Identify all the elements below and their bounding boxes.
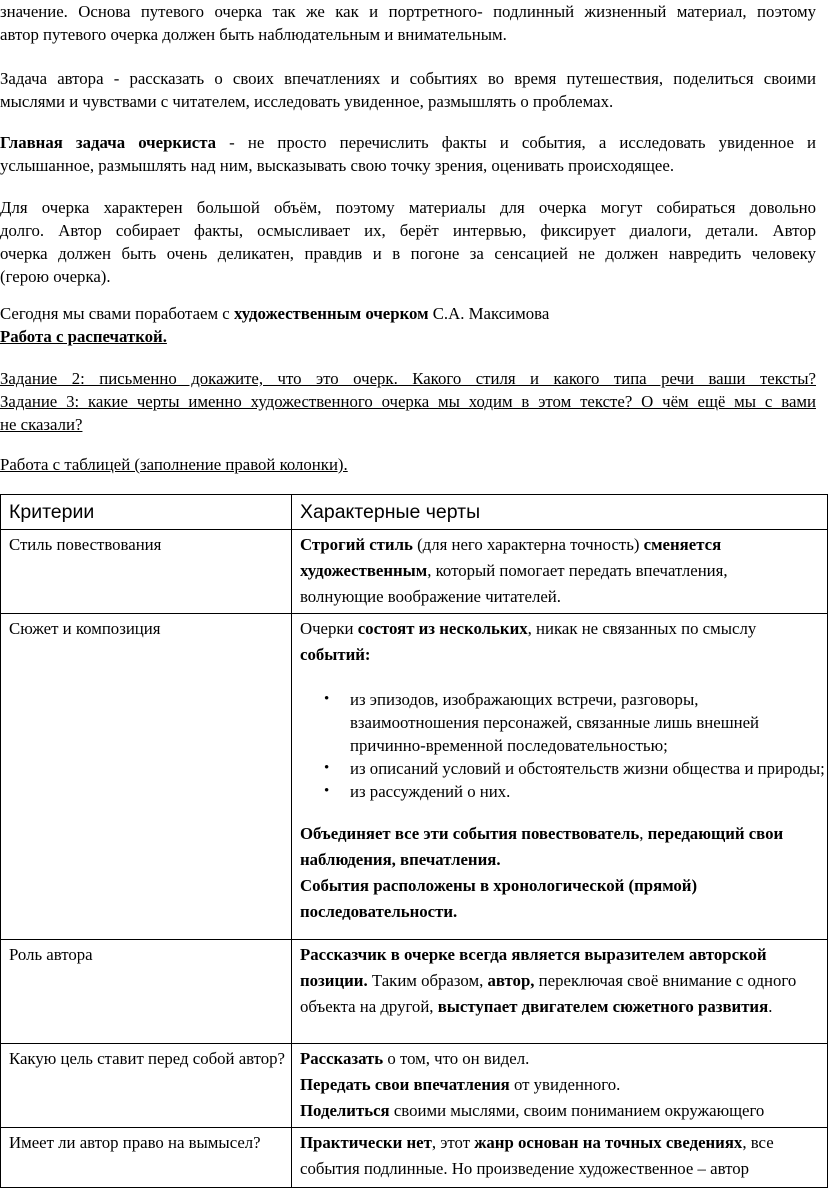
text-fragment: события подлинные. Но произведение художественное – автор: [300, 1159, 749, 1178]
feature-cell: [292, 614, 828, 940]
bold-fragment: выступает двигателем сюжетного развития: [437, 997, 769, 1016]
bold-fragment: События расположены в хронологической (прямой) последовательности.: [300, 876, 698, 921]
bold-fragment: Практически нет: [300, 1133, 432, 1152]
bold-fragment: художественным: [300, 561, 428, 580]
events-list: [300, 688, 827, 803]
author-name: С.А. Максимова: [428, 304, 550, 323]
text-fragment: Таким образом,: [367, 971, 488, 990]
text-line: Для очерка характерен большой объём, поэтому материалы для очерка могут собираться довольно: [0, 198, 816, 217]
text-line: значение. Основа путевого очерка так же как и портретного- подлинный жизненный материал, поэтому: [0, 2, 816, 21]
text-line: Задача автора - рассказать о своих впечатлениях и событиях во время путешествия, поделиться своими: [0, 69, 816, 88]
criterion-cell: Роль автора: [1, 940, 292, 1044]
criterion-cell: Имеет ли автор право на вымысел?: [1, 1128, 292, 1188]
feature-cell: [292, 1128, 828, 1188]
header-criteria: Критерии: [1, 495, 292, 530]
text-line: услышанное, размышлять над ним, высказывать свою точку зрения, оценивать происходящее.: [0, 156, 675, 175]
text-line: мыслями и чувствами с читателем, исследовать увиденное, размышлять о проблемах.: [0, 92, 614, 111]
table-row: [1, 1128, 828, 1188]
bold-fragment: Объединяет все эти события повествователь: [300, 824, 640, 843]
table-header-row: [1, 495, 828, 530]
paragraph-table-task: [0, 453, 816, 476]
text-line: долго. Автор собирает факты, осмысливает их, берёт интервью, фиксирует диалоги, детали. Автор: [0, 221, 816, 240]
table-row: [1, 1044, 828, 1128]
text-line: [0, 302, 816, 325]
bold-fragment: состоят из нескольких: [357, 619, 528, 638]
bold-fragment: передающий свои наблюдения, впечатления.: [300, 824, 784, 869]
text-fragment: переключая своё внимание с одного объекта на другой,: [300, 971, 797, 1016]
feature-cell: [292, 530, 828, 614]
criterion-cell: Стиль повествования: [1, 530, 292, 614]
task-3-cont: не сказали?: [0, 415, 83, 434]
bold-fragment: Поделиться: [300, 1101, 390, 1120]
paragraph-today: [0, 302, 816, 348]
text-fragment: (для него характерна точность): [412, 535, 644, 554]
bold-fragment: Рассказать: [300, 1049, 384, 1068]
work-title: [0, 325, 816, 348]
feature-cell: [292, 940, 828, 1044]
task-3: Задание 3: какие черты именно художественного очерка мы ходим в этом тексте? О чём ещё мы с вами: [0, 392, 816, 411]
criterion-cell: Сюжет и композиция: [1, 614, 292, 940]
table-row: [1, 940, 828, 1044]
text-fragment: волнующие воображение читателей.: [300, 587, 561, 606]
bold-fragment: автор,: [487, 971, 535, 990]
text-line: автор путевого очерка должен быть наблюдательным и внимательным.: [0, 25, 507, 44]
text-fragment: , никак не связанных по смыслу: [527, 619, 757, 638]
bold-fragment: жанр основан на точных сведениях: [474, 1133, 743, 1152]
text-fragment: , этот: [431, 1133, 475, 1152]
paragraph-intro: [0, 0, 816, 46]
header-features: Характерные черты: [292, 495, 828, 530]
table-row: [1, 530, 828, 614]
task-2: Задание 2: письменно докажите, что это очерк. Какого стиля и какого типа речи ваши тексты?: [0, 369, 816, 388]
table-task: Работа с таблицей (заполнение правой колонки).: [0, 455, 348, 474]
text-line: [0, 131, 816, 154]
text-fragment: о том, что он видел.: [383, 1049, 530, 1068]
work-title-text: Работа с распечаткой.: [0, 327, 167, 346]
text-fragment: - не просто перечислить факты и события, а исследовать увиденное и: [216, 133, 817, 152]
text-line: очерка должен быть очень деликатен, правдив и в погоне за сенсацией не должен навредить человеку: [0, 244, 816, 263]
criterion-cell: Какую цель ставит перед собой автор?: [1, 1044, 292, 1128]
list-item: • из рассуждений о них.: [350, 780, 827, 803]
text-fragment: ,: [639, 824, 648, 843]
paragraph-main-task: [0, 131, 816, 177]
paragraph-tasks: [0, 367, 816, 436]
bold-fragment: сменяется: [643, 535, 722, 554]
paragraph-author-task: [0, 67, 816, 113]
genre-term: художественным очерком: [233, 304, 429, 323]
criteria-table: [0, 494, 828, 1188]
text-fragment: , все: [742, 1133, 774, 1152]
main-task-term: Главная задача очеркиста: [0, 133, 217, 152]
list-item: • из описаний условий и обстоятельств жизни общества и природы;: [350, 757, 827, 780]
feature-cell: [292, 1044, 828, 1128]
text-fragment: Сегодня мы свами поработаем с: [0, 304, 234, 323]
table-row: [1, 614, 828, 940]
text-fragment: Очерки: [300, 619, 358, 638]
paragraph-volume: [0, 196, 816, 288]
text-fragment: .: [768, 997, 773, 1016]
text-line: (герою очерка).: [0, 267, 111, 286]
text-fragment: от увиденного.: [509, 1075, 621, 1094]
list-item: • из эпизодов, изображающих встречи, разговоры, взаимоотношения персонажей, связанные лишь внешней причинно-временной последовательностью;: [350, 688, 827, 757]
bold-fragment: Передать свои впечатления: [300, 1075, 510, 1094]
text-fragment: своими мыслями, своим пониманием окружающего: [389, 1101, 765, 1120]
bold-fragment: Рассказчик в очерке всегда является выразителем авторской позиции.: [300, 945, 767, 990]
text-fragment: , который помогает передать впечатления,: [427, 561, 728, 580]
bold-fragment: событий:: [300, 645, 371, 664]
bold-fragment: Строгий стиль: [300, 535, 413, 554]
